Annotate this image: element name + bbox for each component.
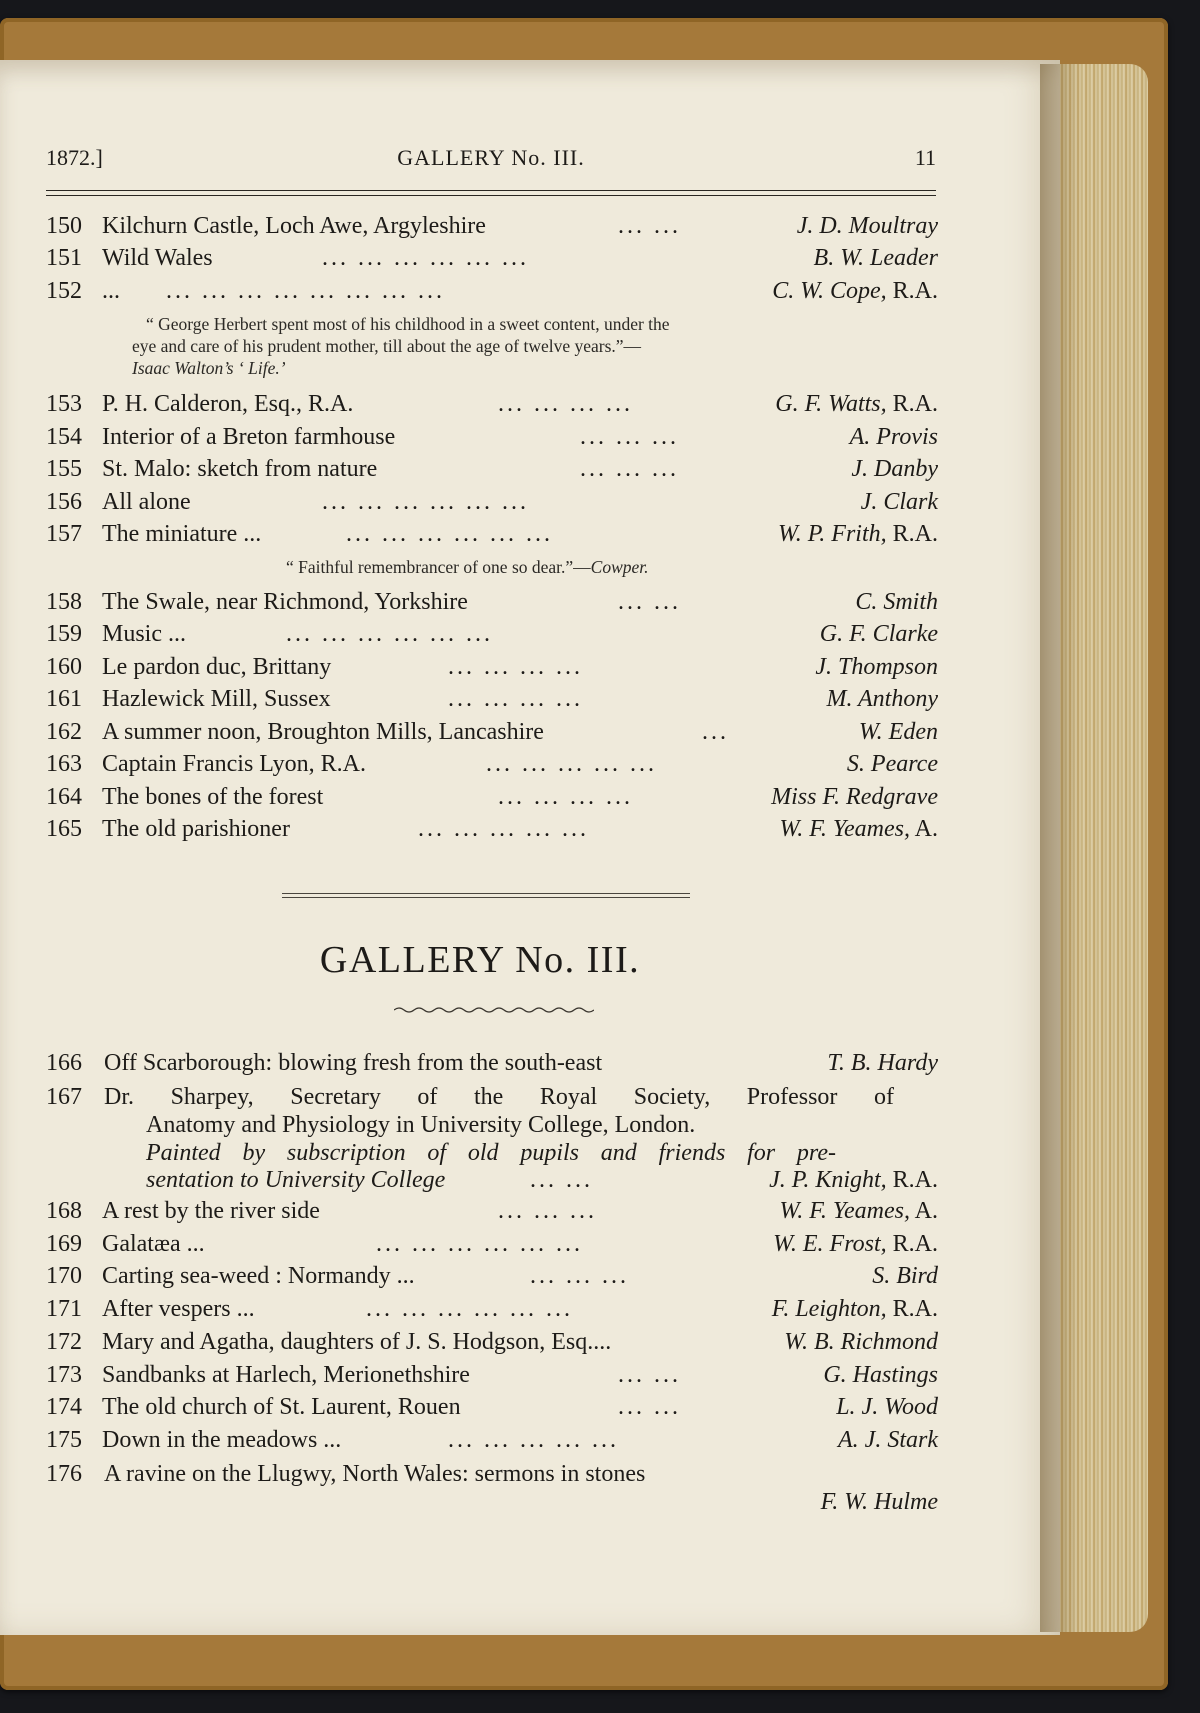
quote-157 (286, 556, 649, 578)
entry-number: 174 (46, 1394, 82, 1420)
entry-dots: ... ... ... ... ... ... (322, 245, 529, 271)
entry-dots: ... ... ... ... (498, 784, 633, 810)
entry-number: 173 (46, 1362, 82, 1388)
entry-title: Interior of a Breton farmhouse (102, 424, 396, 450)
entry-artist (772, 275, 938, 307)
entry-artist (773, 1228, 938, 1260)
entry-artist (855, 586, 938, 618)
entry-artist-name: A. J. Stark (838, 1427, 938, 1453)
entry-artist-name: C. W. Cope, (772, 278, 887, 304)
entry-artist-name: S. Pearce (846, 751, 938, 777)
entry-dots: ... ... ... ... ... (448, 1427, 619, 1453)
entry-artist (778, 518, 938, 550)
entry-title: Wild Wales (102, 245, 213, 271)
running-header (46, 145, 936, 179)
entry-number: 170 (46, 1263, 82, 1289)
entry-dots: ... ... ... (498, 1198, 597, 1224)
entry-artist-name: A. Provis (849, 424, 938, 450)
entry-artist-suffix: R.A. (886, 1296, 938, 1322)
entry-artist (797, 210, 938, 242)
entry-artist (769, 1164, 938, 1196)
entry-dots: ... ... ... ... (448, 654, 583, 680)
entry-dots: ... ... ... ... ... ... (346, 521, 553, 547)
entry-number: 152 (46, 278, 82, 304)
entry-artist-name: W. F. Yeames, (779, 816, 910, 842)
entry-artist-name: B. W. Leader (813, 245, 938, 271)
entry-title: Le pardon duc, Brittany (102, 654, 332, 680)
entry-artist (784, 1326, 938, 1358)
entry-title: Off Scarborough: blowing fresh from the south-east (104, 1050, 603, 1076)
entry-artist-name: M. Anthony (826, 686, 938, 712)
entry-artist: T. B. Hardy (827, 1050, 938, 1076)
entry-dots: ... ... ... (580, 456, 679, 482)
entry-number: 150 (46, 213, 82, 239)
quote-152-line2: eye and care of his prudent mother, till about the age of twelve years.”— (132, 336, 642, 356)
entry-number: 159 (46, 621, 82, 647)
entry-artist-name: J. P. Knight, (769, 1167, 887, 1193)
entry-artist (823, 1359, 938, 1391)
entry-dots: ... ... (618, 1394, 681, 1420)
entry-dots: ... (702, 719, 729, 745)
entry-dots: ... ... (618, 589, 681, 615)
entry-artist-name: G. F. Watts, (775, 391, 887, 417)
entry-artist-suffix: R.A. (886, 391, 938, 417)
entry-title: Kilchurn Castle, Loch Awe, Argyleshire (102, 213, 486, 239)
entry-artist (780, 1195, 939, 1227)
entry-artist-suffix: A. (909, 816, 938, 842)
entry-dots: ... ... ... (530, 1263, 629, 1289)
entry-artist-name: W. B. Richmond (784, 1329, 938, 1355)
quote-152-line1: “ George Herbert spent most of his childhood in a sweet content, under the (146, 314, 670, 334)
entry-title: Carting sea-weed : Normandy ... (102, 1263, 415, 1289)
entry-artist-name: C. Smith (855, 589, 938, 615)
entry-title: After vespers ... (102, 1296, 255, 1322)
entry-dots: ... ... ... ... (448, 686, 583, 712)
entry-title: The bones of the forest (102, 784, 324, 810)
entry-artist-name: J. Thompson (815, 654, 938, 680)
entry-artist-name: W. Eden (858, 719, 938, 745)
entry-artist (847, 748, 938, 780)
entry-artist-name: J. Danby (851, 456, 938, 482)
entry-dots: ... ... ... ... ... ... (286, 621, 493, 647)
entry-artist (838, 1424, 938, 1456)
entry-artist (815, 651, 938, 683)
section-separator (282, 893, 690, 898)
entry-artist (872, 1260, 938, 1292)
entry-dots: ... ... (618, 1362, 681, 1388)
entry-dots: ... ... (618, 213, 681, 239)
entry-artist (814, 242, 938, 274)
entry-dots: ... ... (530, 1167, 593, 1193)
entry-number: 151 (46, 245, 82, 271)
page-edge-shadow (1040, 64, 1080, 1632)
entry-number: 160 (46, 654, 82, 680)
quote-157-author: Cowper. (590, 557, 649, 577)
entry-number: 167 (46, 1084, 82, 1110)
entry-167-line4-text: sentation to University College (146, 1167, 446, 1193)
entry-number: 154 (46, 424, 82, 450)
entry-title: The Swale, near Richmond, Yorkshire (102, 589, 468, 615)
entry-number: 156 (46, 489, 82, 515)
wavy-rule-ornament (394, 1006, 594, 1014)
entry-title: All alone (102, 489, 191, 515)
entry-title: Sandbanks at Harlech, Merionethshire (102, 1362, 470, 1388)
entry-number: 162 (46, 719, 82, 745)
entry-dots: ... ... ... ... ... ... (322, 489, 529, 515)
entry-number: 164 (46, 784, 82, 810)
entry-number: 171 (46, 1296, 82, 1322)
entry-artist-name: F. Leighton, (771, 1296, 887, 1322)
entry-title: St. Malo: sketch from nature (102, 456, 378, 482)
entry-artist-name: W. F. Yeames, (779, 1198, 910, 1224)
entry-title: A rest by the river side (102, 1198, 320, 1224)
entry-number: 161 (46, 686, 82, 712)
entry-dots: ... ... ... ... ... (418, 816, 589, 842)
entry-artist-suffix: R.A. (886, 521, 938, 547)
entry-title: A ravine on the Llugwy, North Wales: sermons in stones (104, 1461, 646, 1487)
entry-artist-name: G. Hastings (823, 1362, 938, 1388)
entry-title: Galatæa ... (102, 1231, 205, 1257)
entry-number: 157 (46, 521, 82, 547)
entry-dots: ... ... ... ... (498, 391, 633, 417)
quote-152-source: Isaac Walton’s ‘ Life.’ (132, 358, 286, 378)
entry-title: Captain Francis Lyon, R.A. (102, 751, 366, 777)
entry-167-line3: Painted by subscription of old pupils and friends for pre- (146, 1140, 836, 1166)
header-title: GALLERY No. III. (397, 145, 585, 170)
entry-number: 169 (46, 1231, 82, 1257)
entry-artist-suffix: R.A. (886, 1167, 938, 1193)
catalogue-entry-167 (46, 1083, 894, 1111)
entry-artist (859, 716, 938, 748)
entry-artist-name: J. Clark (860, 489, 938, 515)
entry-167-line1: Dr. Sharpey, Secretary of the Royal Society, Professor of (104, 1084, 894, 1110)
entry-dots: ... ... ... ... ... ... ... ... (166, 278, 445, 304)
entry-number: 168 (46, 1198, 82, 1224)
entry-title: The old parishioner (102, 816, 290, 842)
entry-artist-name: Miss F. Redgrave (771, 784, 938, 810)
entry-title: The miniature ... (102, 521, 262, 547)
entry-number: 158 (46, 589, 82, 615)
entry-title: Down in the meadows ... (102, 1427, 342, 1453)
entry-dots: ... ... ... ... ... ... (366, 1296, 573, 1322)
entry-title: The old church of St. Laurent, Rouen (102, 1394, 461, 1420)
entry-artist (775, 388, 938, 420)
header-year: 1872.] (46, 145, 103, 170)
entry-title: Mary and Agatha, daughters of J. S. Hodgson, Esq.... (102, 1329, 612, 1355)
entry-artist-name: G. F. Clarke (819, 621, 938, 647)
entry-number: 153 (46, 391, 82, 417)
entry-artist-suffix: R.A. (886, 1231, 938, 1257)
entry-number: 155 (46, 456, 82, 482)
entry-dots: ... ... ... ... ... (486, 751, 657, 777)
entry-number: 176 (46, 1461, 82, 1487)
entry-artist (851, 453, 938, 485)
gallery-heading: GALLERY No. III. (319, 939, 641, 981)
entry-artist-name: L. J. Wood (836, 1394, 938, 1420)
entry-167-line2: Anatomy and Physiology in University College, London. (146, 1112, 696, 1138)
quote-157-text: “ Faithful remembrancer of one so dear.”— (286, 557, 591, 577)
entry-artist (780, 813, 939, 845)
entry-number: 166 (46, 1050, 82, 1076)
entry-title: A summer noon, Broughton Mills, Lancashire (102, 719, 544, 745)
entry-artist-name: J. D. Moultray (796, 213, 938, 239)
entry-title: Hazlewick Mill, Sussex (102, 686, 331, 712)
entry-artist (820, 618, 938, 650)
entry-artist-suffix: A. (909, 1198, 938, 1224)
entry-number: 165 (46, 816, 82, 842)
entry-artist (826, 683, 938, 715)
entry-number: 163 (46, 751, 82, 777)
entry-artist-name: W. P. Frith, (777, 521, 887, 547)
entry-artist-name: W. E. Frost, (773, 1231, 887, 1257)
entry-artist (836, 1391, 938, 1423)
entry-dots: ... ... ... (580, 424, 679, 450)
entry-artist: F. W. Hulme (820, 1489, 938, 1515)
entry-title: P. H. Calderon, Esq., R.A. (102, 391, 354, 417)
entry-artist (771, 781, 938, 813)
page-number: 11 (914, 145, 936, 170)
entry-artist (772, 1293, 938, 1325)
entry-artist (850, 421, 938, 453)
entry-number: 172 (46, 1329, 82, 1355)
entry-artist-suffix: R.A. (886, 278, 938, 304)
entry-title: ... (102, 278, 120, 304)
entry-artist (861, 486, 938, 518)
entry-number: 175 (46, 1427, 82, 1453)
entry-dots: ... ... ... ... ... ... (376, 1231, 583, 1257)
header-double-rule (46, 190, 936, 196)
entry-artist-name: S. Bird (872, 1263, 938, 1289)
entry-title: Music ... (102, 621, 186, 647)
